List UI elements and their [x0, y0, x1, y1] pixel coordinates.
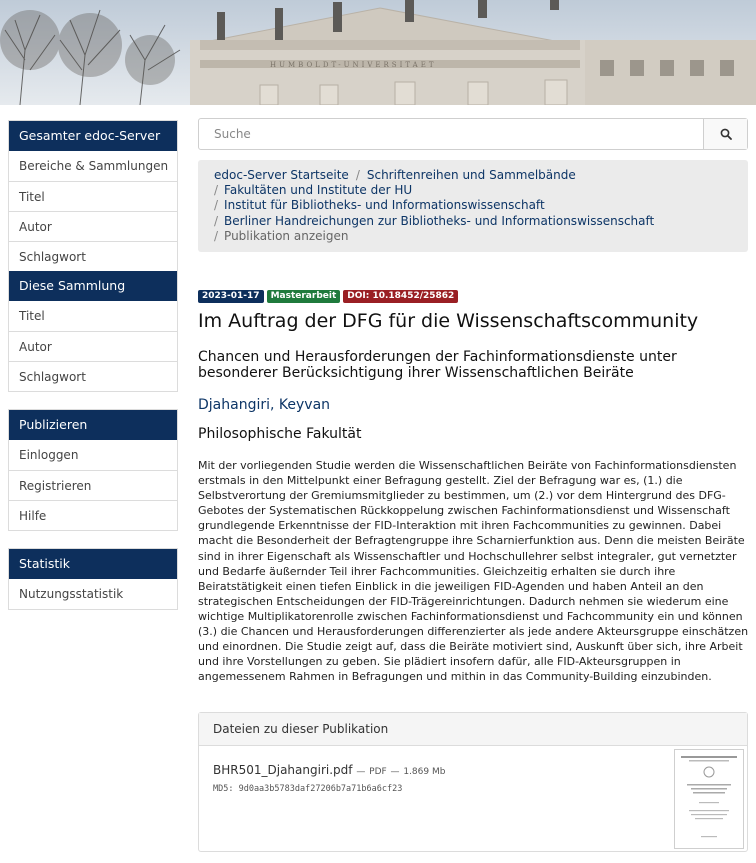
doi-badge[interactable]: DOI: 10.18452/25862 [343, 290, 458, 303]
file-sep-2: — [390, 767, 400, 777]
publication-subtitle: Chancen und Herausforderungen der Fachinformationsdienste unter besonderer Berücksichtigung ihrer Wissenschaftlichen Beiräte [198, 349, 677, 381]
breadcrumb-home-link[interactable]: edoc-Server Startseite [214, 168, 349, 182]
breadcrumb-schriftenreihen-link[interactable]: Schriftenreihen und Sammelbände [366, 168, 576, 182]
nav-item-titel[interactable]: Titel [9, 181, 177, 211]
header-banner [0, 0, 756, 105]
faculty-name: Philosophische Fakultät [198, 426, 362, 442]
nav-head-diese-sammlung: Diese Sammlung [9, 271, 177, 301]
breadcrumb-current: Publikation anzeigen [224, 228, 349, 243]
date-badge: 2023-01-17 [198, 290, 264, 303]
nav-head-publizieren: Publizieren [9, 410, 177, 440]
search-bar [198, 118, 748, 150]
nav-head-gesamter-edoc-server: Gesamter edoc-Server [9, 121, 177, 151]
nav-head-statistik: Statistik [9, 549, 177, 579]
file-thumbnail[interactable] [674, 749, 744, 849]
search-icon [720, 128, 732, 140]
nav-group-statistik [8, 548, 178, 610]
file-sep: — [356, 767, 366, 777]
badge-row [198, 290, 458, 303]
abstract-text: Mit der vorliegenden Studie werden die Wissenschaftlichen Beiräte von Fachinformationsdiensten erstmals in den Mittelpunkt einer Befragung gestellt. Ziel der Befragung war es, (1.) die Selbstverortung der Gremiumsmitglieder zu bestimmen, um (2.) vor dem Hintergrund des DFG-Gebotes der Systematischen Rückkoppelung zwischen Fachinformationsdienst und Wissenschaft grundlegende Erkenntnisse der FID-Interaktion mit ihren Fachcommunities zu gewinnen. Dabei macht die Besonderheit der Befragtengruppe ihre Scharnierfunktion aus. Denn die meisten Beiräte sind in ihrer Eigenschaft als Wissenschaftler und Hochschullehrer selbst integraler, gut vernetzter und Bedarfe äußernder Teil ihrer Fachcommunities. Gleichzeitig erhalten sie durch ihre Beiratstätigkeit einen tiefen Einblick in die jeweiligen FID-Agenden und haben Anteil an den strategischen Entscheidungen der FID-Trägereinrichtungen. Dadurch nehmen sie wiederum eine wichtige Multiplikatorenrolle zwischen Fachinformationsdienst und Fachcommunity ein und können (3.) die Chancen und Herausforderungen differenzierter als jede andere Akteursgruppe einschätzen und einordnen. Die Studie zeigt auf, dass die Beiräte motiviert sind, Auskunft über sich, ihre Arbeit und ihre Vorstellungen zu geben. Sie plädiert insofern dafür, alle FID-Akteursgruppen in angemessenem Rahmen in Befragungen und mithin in das Community-Building einzubinden. [198, 459, 749, 684]
breadcrumb: edoc-Server Startseite / Schriftenreihen und Sammelbände / Fakultäten und Institute der HU / Institut für Bibliotheks- und Informationswissenschaft / Berliner Handreichungen zur Bibliotheks- und Informationswissenschaft / Publikation anzeigen [198, 160, 748, 252]
nav-item-collection-schlagwort[interactable]: Schlagwort [9, 361, 177, 391]
files-heading: Dateien zu dieser Publikation [199, 713, 747, 746]
building-image [0, 0, 756, 105]
nav-group-publizieren [8, 409, 178, 531]
nav-item-einloggen[interactable]: Einloggen [9, 440, 177, 470]
nav-item-registrieren[interactable]: Registrieren [9, 470, 177, 500]
nav-item-collection-autor[interactable]: Autor [9, 331, 177, 361]
nav-group-edoc [8, 120, 178, 392]
nav-item-nutzungsstatistik[interactable]: Nutzungsstatistik [9, 579, 177, 609]
sidebar [8, 120, 178, 610]
files-panel [198, 712, 748, 852]
publication-title: Im Auftrag der DFG für die Wissenschaftscommunity [198, 310, 699, 332]
type-badge: Masterarbeit [267, 290, 341, 303]
breadcrumb-institut-link[interactable]: Institut für Bibliotheks- und Informationswissenschaft [224, 198, 545, 213]
file-md5: MD5: 9d0aa3b5783daf27206b7a71b6a6cf23 [213, 784, 403, 794]
file-size: 1.869 Mb [403, 767, 446, 777]
file-format: PDF [369, 767, 387, 777]
breadcrumb-reihe-link[interactable]: Berliner Handreichungen zur Bibliotheks- und Informationswissenschaft [224, 213, 655, 228]
breadcrumb-fakultaeten-link[interactable]: Fakultäten und Institute der HU [224, 183, 413, 198]
search-button[interactable] [703, 119, 747, 149]
nav-item-schlagwort[interactable]: Schlagwort [9, 241, 177, 271]
search-input[interactable] [199, 119, 703, 149]
nav-item-bereiche-sammlungen[interactable]: Bereiche & Sammlungen [9, 151, 177, 181]
nav-item-hilfe[interactable]: Hilfe [9, 500, 177, 530]
author-link[interactable]: Djahangiri, Keyvan [198, 397, 331, 413]
nav-item-autor[interactable]: Autor [9, 211, 177, 241]
nav-item-collection-titel[interactable]: Titel [9, 301, 177, 331]
file-link[interactable]: BHR501_Djahangiri.pdf [213, 763, 353, 777]
pdf-preview-icon [675, 750, 743, 848]
file-entry [213, 763, 445, 777]
banner-inscription: HUMBOLDT-UNIVERSITAET [270, 61, 437, 69]
